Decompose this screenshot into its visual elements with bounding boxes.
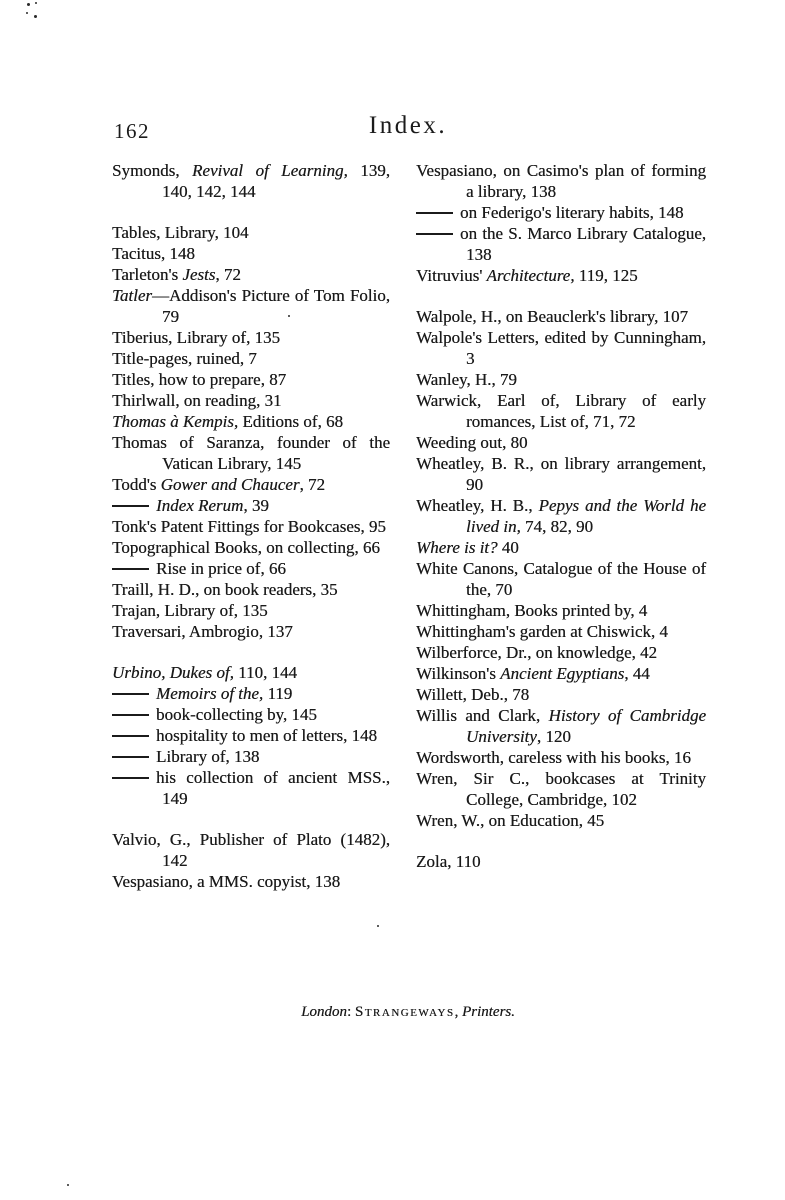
- text-run: Thomas of Saranza, founder of the Vatican Library, 145: [112, 433, 390, 473]
- text-run: Willett, Deb., 78: [416, 685, 530, 704]
- index-entry: [112, 390, 390, 411]
- text-run: Willis and Clark,: [416, 706, 549, 725]
- index-entry: [416, 684, 706, 705]
- text-run: Tables, Library, 104: [112, 223, 249, 242]
- text-run: Where is it?: [416, 538, 498, 557]
- index-entry: [112, 222, 390, 243]
- index-entry: [112, 411, 390, 432]
- text-run: hospitality to men of letters, 148: [156, 726, 377, 745]
- ditto-dash: [112, 505, 149, 507]
- text-run: Todd's: [112, 475, 161, 494]
- text-run: Thomas à Kempis,: [112, 412, 239, 431]
- text-run: Tatler: [112, 286, 153, 305]
- text-run: Traversari, Ambrogio, 137: [112, 622, 293, 641]
- text-run: 110, 144: [233, 663, 297, 682]
- text-run: —Addison's Picture of Tom Folio, 79: [152, 286, 390, 326]
- index-entry: [112, 579, 390, 600]
- text-run: Walpole, H., on Beauclerk's library, 107: [416, 307, 689, 326]
- text-run: Titles, how to prepare, 87: [112, 370, 287, 389]
- text-run: on Federigo's literary habits, 148: [460, 203, 684, 222]
- text-run: Tonk's Patent Fittings for Bookcases, 95: [112, 517, 386, 536]
- text-run: Title-pages, ruined, 7: [112, 349, 257, 368]
- index-entry: [112, 767, 390, 809]
- index-entry: [112, 432, 390, 474]
- index-entry: [416, 160, 706, 202]
- text-run: Wren, Sir C., bookcases at Trinity College, Cambridge, 102: [416, 769, 706, 809]
- index-column-right: [416, 160, 706, 912]
- text-run: Vespasiano, a MMS. copyist, 138: [112, 872, 341, 891]
- page-title: Index.: [368, 112, 448, 139]
- index-entry: [112, 516, 390, 537]
- index-entry: [416, 537, 706, 558]
- index-entry: [416, 369, 706, 390]
- scan-speck: [35, 2, 37, 4]
- index-entry: [112, 369, 390, 390]
- index-group: [112, 160, 390, 202]
- text-run: 119, 125: [574, 266, 638, 285]
- index-entry: [112, 285, 390, 327]
- index-entry: [112, 474, 390, 495]
- index-entry: [112, 725, 390, 746]
- text-run: Traill, H. D., on book readers, 35: [112, 580, 338, 599]
- index-entry: [112, 662, 390, 683]
- index-group: [112, 222, 390, 642]
- ditto-dash: [112, 693, 149, 695]
- text-run: Whittingham's garden at Chiswick, 4: [416, 622, 668, 641]
- index-entry: [112, 243, 390, 264]
- index-entry: [416, 453, 706, 495]
- text-run: book-collecting by, 145: [156, 705, 317, 724]
- index-group: [416, 160, 706, 286]
- text-run: Symonds,: [112, 161, 193, 180]
- index-entry: [112, 495, 390, 516]
- text-run: Tiberius, Library of, 135: [112, 328, 280, 347]
- text-run: 139, 140, 142, 144: [162, 161, 391, 201]
- printer-imprint: [112, 1004, 704, 1021]
- text-run: Gower and Chaucer: [160, 475, 300, 494]
- index-group: [112, 662, 390, 809]
- text-run: 40: [497, 538, 519, 557]
- text-run: Printers.: [461, 1004, 515, 1020]
- text-run: Wanley, H., 79: [416, 370, 517, 389]
- scan-speck: [67, 1184, 69, 1186]
- index-entry: [416, 851, 706, 872]
- page-number: 162: [114, 119, 150, 143]
- index-entry: [112, 537, 390, 558]
- text-run: Wheatley, H. B.,: [416, 496, 539, 515]
- text-run: Warwick, Earl of, Library of early romances, List of, 71, 72: [416, 391, 706, 431]
- index-entry: [112, 683, 390, 704]
- index-entry: [112, 871, 390, 892]
- index-entry: [112, 558, 390, 579]
- text-run: Trajan, Library of, 135: [112, 601, 268, 620]
- text-run: , 120: [536, 727, 571, 746]
- text-run: Tacitus, 148: [112, 244, 195, 263]
- ditto-dash: [112, 777, 149, 779]
- text-run: Tarleton's: [112, 265, 183, 284]
- text-run: :: [346, 1004, 355, 1020]
- text-run: Rise in price of, 66: [156, 559, 286, 578]
- scan-speck: [34, 15, 37, 18]
- text-run: Editions of, 68: [238, 412, 343, 431]
- text-run: Architecture,: [486, 266, 575, 285]
- index-entry: [112, 327, 390, 348]
- text-run: White Canons, Catalogue of the House of the, 70: [416, 559, 706, 599]
- index-entry: [112, 600, 390, 621]
- ditto-dash: [112, 568, 149, 570]
- index-entry: [416, 327, 706, 369]
- index-entry: [112, 160, 390, 202]
- text-run: Pepys and the World he lived in,: [466, 496, 706, 536]
- scan-speck: [27, 3, 30, 6]
- text-run: Zola, 110: [416, 852, 481, 871]
- scan-speck: [377, 925, 379, 927]
- text-run: 74, 82, 90: [520, 517, 594, 536]
- text-run: Thirlwall, on reading, 31: [112, 391, 282, 410]
- text-run: London: [301, 1004, 347, 1020]
- index-entry: [416, 558, 706, 600]
- ditto-dash: [112, 714, 149, 716]
- text-run: 119: [263, 684, 293, 703]
- index-entry: [416, 663, 706, 684]
- text-run: Wordsworth, careless with his books, 16: [416, 748, 691, 767]
- index-entry: [416, 265, 706, 286]
- text-run: Revival of Learning,: [192, 161, 348, 180]
- index-group: [112, 829, 390, 892]
- index-group: [416, 306, 706, 831]
- index-entry: [416, 600, 706, 621]
- scan-speck: [26, 12, 28, 14]
- text-run: Weeding out, 80: [416, 433, 528, 452]
- index-columns: [112, 160, 706, 912]
- index-entry: [416, 747, 706, 768]
- index-entry: [416, 768, 706, 810]
- index-column-left: [112, 160, 390, 912]
- page-header: [112, 112, 704, 148]
- text-run: Strangeways: [354, 1004, 455, 1020]
- index-entry: [416, 705, 706, 747]
- text-run: History of Cambridge University: [466, 706, 707, 746]
- text-run: , 72: [215, 265, 241, 284]
- index-entry: [416, 223, 706, 265]
- text-run: Whittingham, Books printed by, 4: [416, 601, 648, 620]
- text-run: Wilkinson's: [416, 664, 501, 683]
- index-entry: [416, 621, 706, 642]
- text-run: Vitruvius': [416, 266, 487, 285]
- text-run: ,: [454, 1004, 462, 1020]
- index-entry: [112, 348, 390, 369]
- index-entry: [416, 495, 706, 537]
- index-entry: [416, 202, 706, 223]
- text-run: , 39: [243, 496, 269, 515]
- text-run: , 44: [624, 664, 650, 683]
- text-run: Walpole's Letters, edited by Cunningham, 3: [416, 328, 706, 368]
- index-entry: [416, 810, 706, 831]
- text-run: Valvio, G., Publisher of Plato (1482), 142: [112, 830, 390, 870]
- index-entry: [112, 829, 390, 871]
- text-run: Vespasiano, on Casimo's plan of forming a library, 138: [416, 161, 706, 201]
- text-run: on the S. Marco Library Catalogue, 138: [460, 224, 706, 264]
- text-run: Memoirs of the,: [156, 684, 264, 703]
- text-run: Ancient Egyptians: [500, 664, 625, 683]
- text-run: Topographical Books, on collecting, 66: [112, 538, 380, 557]
- index-group: [416, 851, 706, 872]
- ditto-dash: [416, 233, 453, 235]
- text-run: , 72: [299, 475, 325, 494]
- index-entry: [112, 264, 390, 285]
- text-run: Wilberforce, Dr., on knowledge, 42: [416, 643, 658, 662]
- text-run: Wren, W., on Education, 45: [416, 811, 605, 830]
- text-run: Index Rerum: [156, 496, 244, 515]
- text-run: Jests: [182, 265, 216, 284]
- ditto-dash: [112, 756, 149, 758]
- text-run: Wheatley, B. R., on library arrangement, 90: [416, 454, 706, 494]
- text-run: Urbino, Dukes of,: [112, 663, 234, 682]
- index-entry: [416, 390, 706, 432]
- index-entry: [112, 746, 390, 767]
- index-entry: [112, 621, 390, 642]
- index-entry: [416, 432, 706, 453]
- ditto-dash: [112, 735, 149, 737]
- ditto-dash: [416, 212, 453, 214]
- index-entry: [416, 306, 706, 327]
- index-entry: [416, 642, 706, 663]
- index-entry: [112, 704, 390, 725]
- text-run: Library of, 138: [156, 747, 260, 766]
- text-run: his collection of ancient MSS., 149: [156, 768, 390, 808]
